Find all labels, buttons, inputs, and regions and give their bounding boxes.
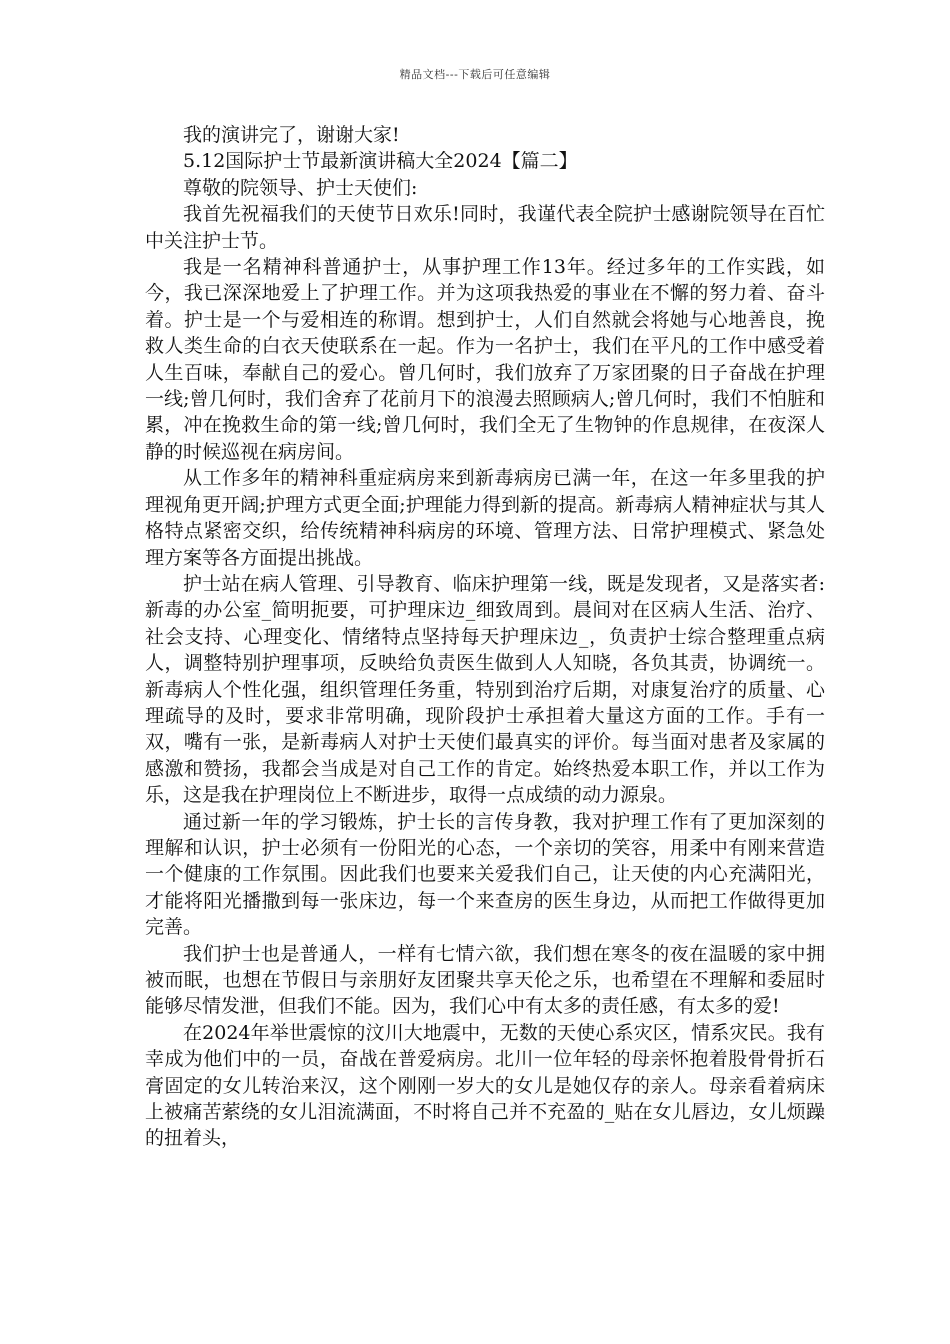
section-title: 5.12国际护士节最新演讲稿大全2024【篇二】 bbox=[183, 150, 578, 173]
document-body bbox=[145, 122, 825, 1152]
paragraph: 护士站在病人管理、引导教育、临床护理第一线，既是发现者，又是落实者:新毒的办公室_简明扼要，可护理床边_细致周到。晨间对在区病人生活、治疗、社会支持、心理变化、情绪特点坚持每天护理床边_，负责护士综合整理重点病人，调整特别护理事项，反映给负责医生做到人人知晓，各负其责，协调统一。新毒病人个性化强，组织管理任务重，特别到治疗后期，对康复治疗的质量、心理疏导的及时，要求非常明确，现阶段护士承担着大量这方面的工作。手有一双，嘴有一张，是新毒病人对护士天使们最真实的评价。每当面对患者及家属的感激和赞扬，我都会当成是对自己工作的肯定。始终热爱本职工作，并以工作为乐，这是我在护理岗位上不断进步，取得一点成绩的动力源泉。 bbox=[145, 572, 825, 807]
paragraph: 我们护士也是普通人，一样有七情六欲，我们想在寒冬的夜在温暖的家中拥被而眠，也想在节假日与亲朋好友团聚共享天伦之乐，也希望在不理解和委屈时能够尽情发泄，但我们不能。因为，我们心中有太多的责任感，有太多的爱! bbox=[145, 942, 825, 1018]
paragraph: 我是一名精神科普通护士，从事护理工作13年。经过多年的工作实践，如今，我已深深地爱上了护理工作。并为这项我热爱的事业在不懈的努力着、奋斗着。护士是一个与爱相连的称谓。想到护士，人们自然就会将她与心地善良，挽救人类生命的白衣天使联系在一起。作为一名护士，我们在平凡的工作中感受着人生百味，奉献自己的爱心。曾几何时，我们放弃了万家团聚的日子奋战在护理一线;曾几何时，我们舍弃了花前月下的浪漫去照顾病人;曾几何时，我们不怕脏和累，冲在挽救生命的第一线;曾几何时，我们全无了生物钟的作息规律，在夜深人静的时候巡视在病房间。 bbox=[145, 256, 825, 463]
paragraph: 我首先祝福我们的天使节日欢乐!同时，我谨代表全院护士感谢院领导在百忙中关注护士节。 bbox=[145, 203, 825, 252]
paragraph: 在2024年举世震惊的汶川大地震中，无数的天使心系灾区，情系灾民。我有幸成为他们中的一员，奋战在普爱病房。北川一位年轻的母亲怀抱着股骨骨折石膏固定的女儿转治来汉，这个刚刚一岁大的女儿是她仅存的亲人。母亲看着病床上被痛苦萦绕的女儿泪流满面，不时将自己并不充盈的_贴在女儿唇边，女儿烦躁的扭着头， bbox=[145, 1021, 825, 1150]
page-header: 精品文档---下载后可任意编辑 bbox=[399, 68, 551, 81]
paragraph: 通过新一年的学习锻炼，护士长的言传身教，我对护理工作有了更加深刻的理解和认识，护士必须有一份阳光的心态，一个亲切的笑容，用柔中有刚来营造一个健康的工作氛围。因此我们也要来关爱我们自己，让天使的内心充满阳光，才能将阳光播撒到每一张床边，每一个来查房的医生身边，从而把工作做得更加完善。 bbox=[145, 810, 825, 939]
salutation: 尊敬的院领导、护士天使们: bbox=[183, 176, 418, 199]
paragraph: 从工作多年的精神科重症病房来到新毒病房已满一年，在这一年多里我的护理视角更开阔;护理方式更全面;护理能力得到新的提高。新毒病人精神症状与其人格特点紧密交织，给传统精神科病房的环境、管理方法、日常护理模式、紧急处理方案等各方面提出挑战。 bbox=[145, 467, 825, 569]
paragraph-closing: 我的演讲完了，谢谢大家! bbox=[183, 124, 400, 146]
